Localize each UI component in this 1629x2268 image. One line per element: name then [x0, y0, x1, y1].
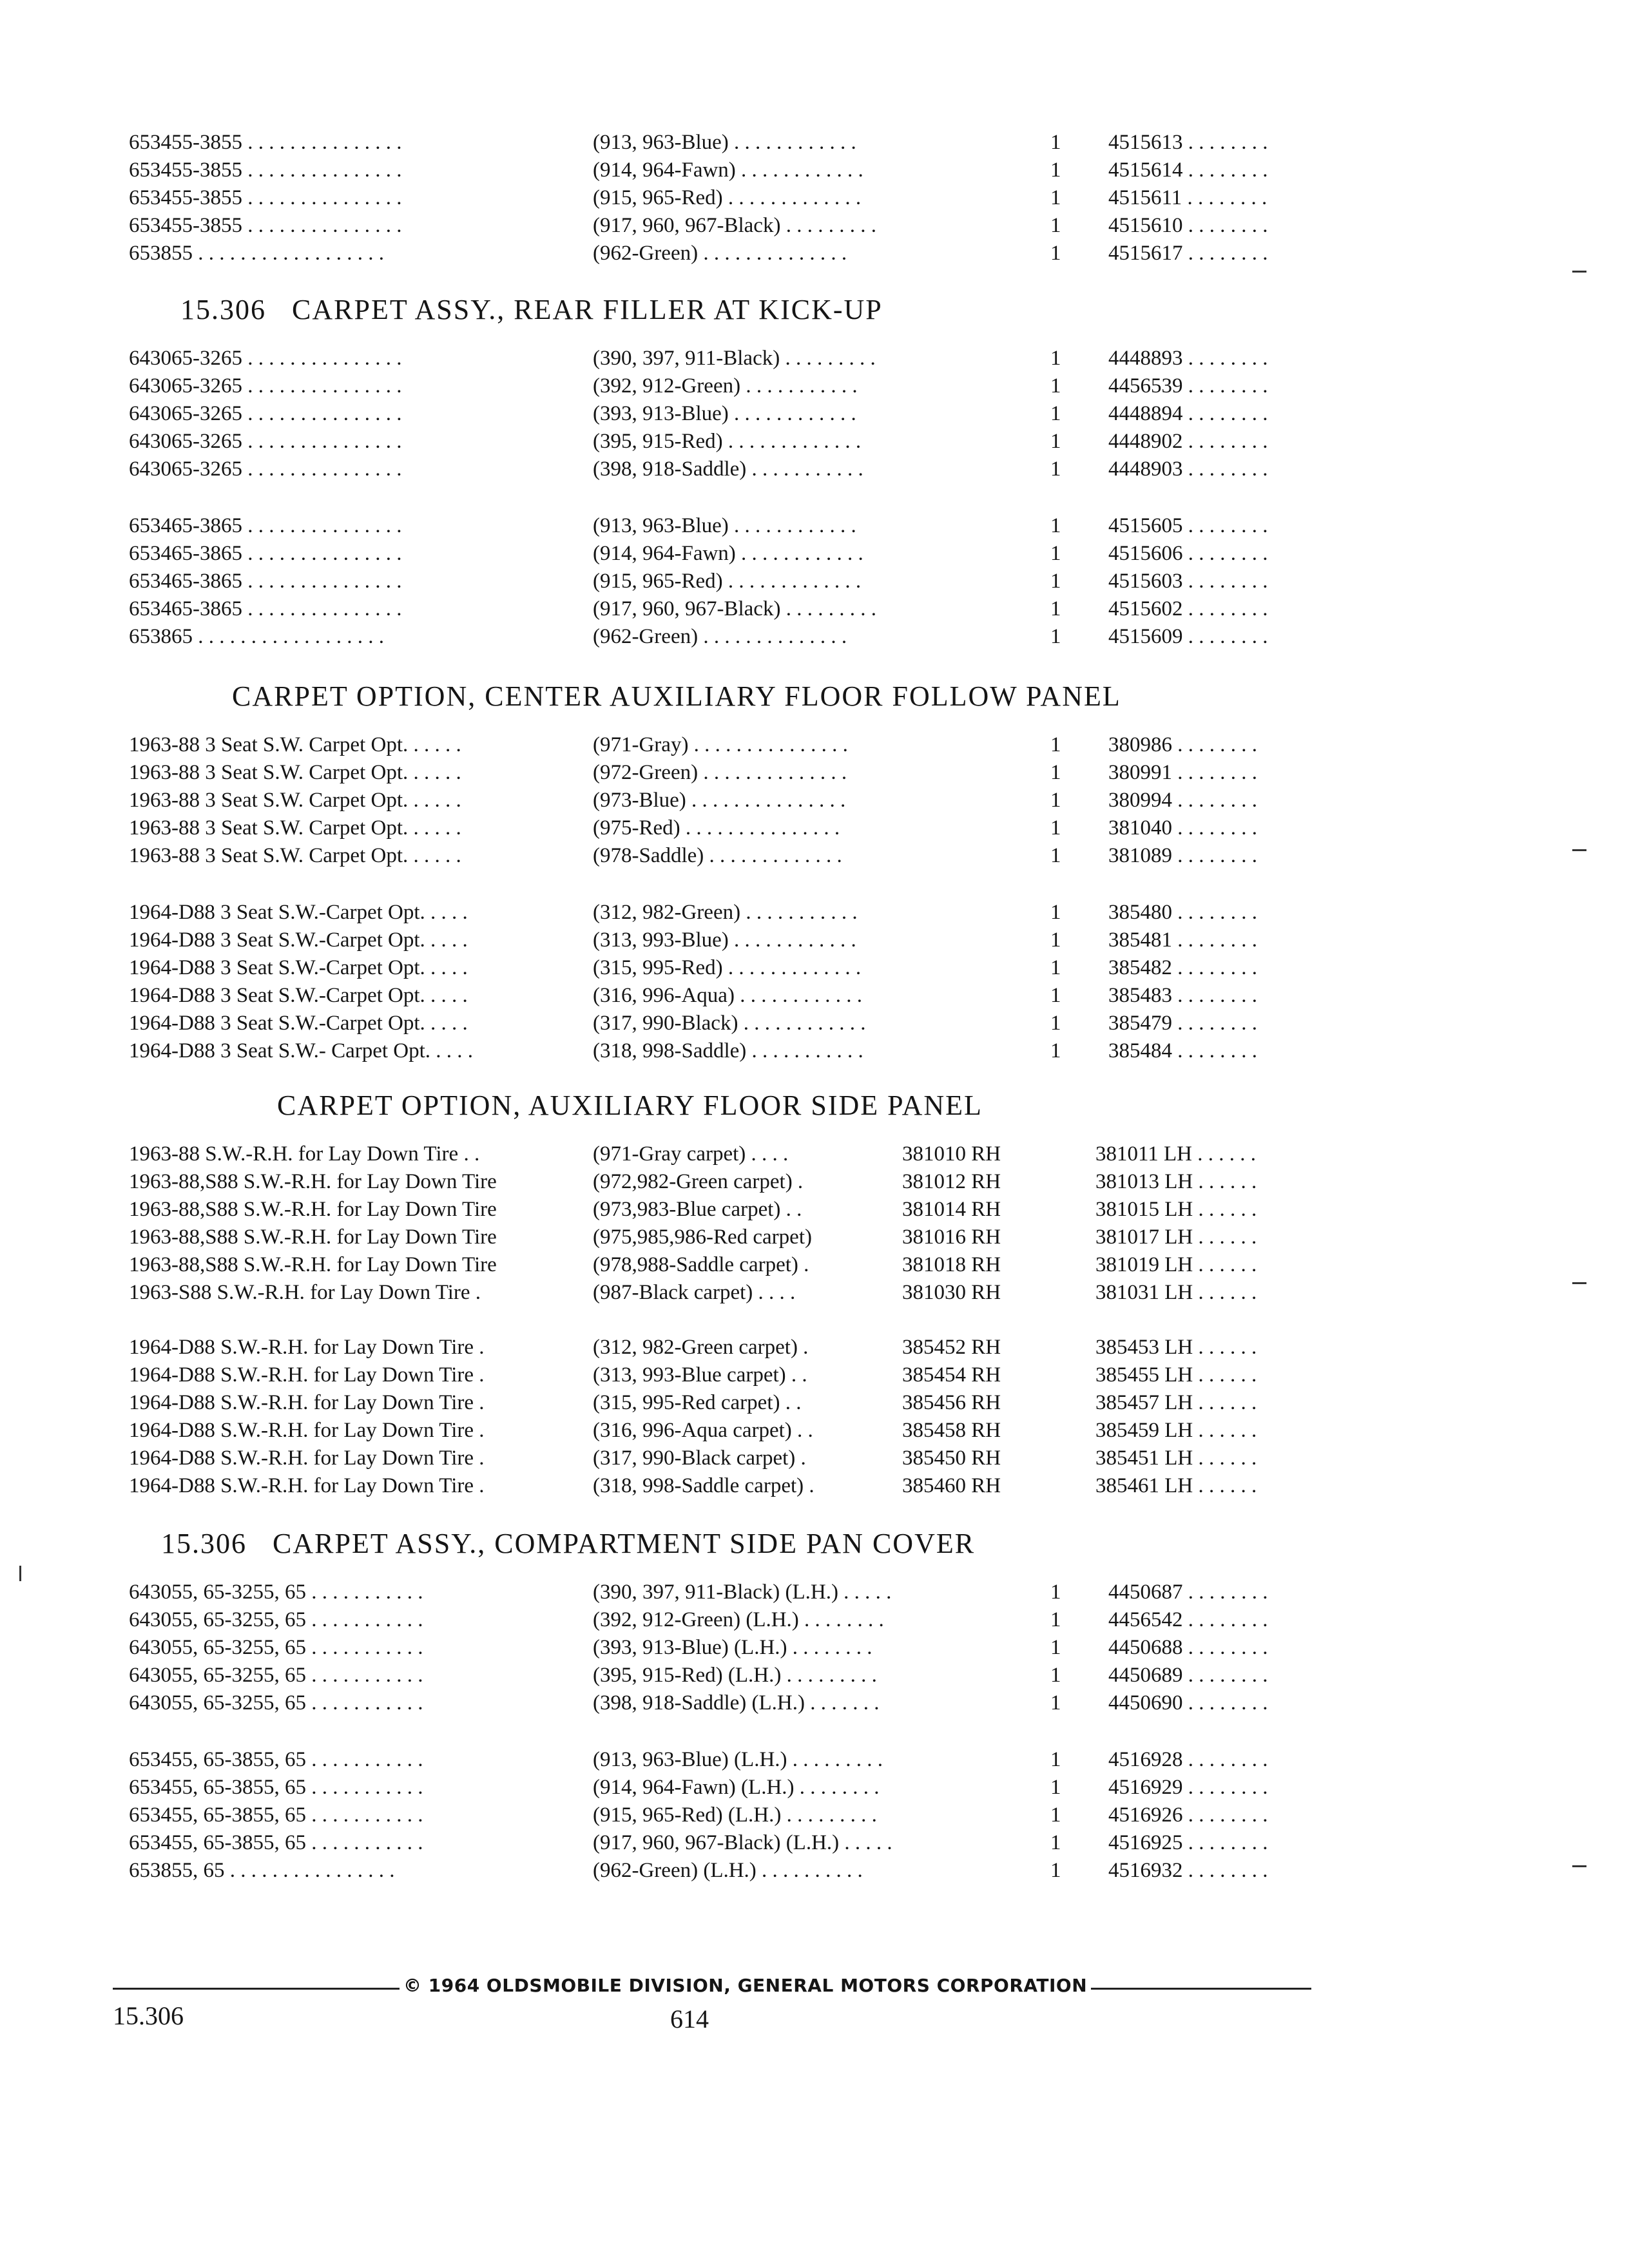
trim-cell: (962-Green) . . . . . . . . . . . . . . [593, 625, 847, 648]
table-row [129, 1774, 1353, 1802]
trim-cell: (914, 964-Fawn) (L.H.) . . . . . . . . [593, 1776, 880, 1799]
trim-cell: (973,983-Blue carpet) . . [593, 1198, 802, 1221]
part-cell: 653855 . . . . . . . . . . . . . . . . . . [129, 242, 384, 265]
trim-cell: (917, 960, 967-Black) (L.H.) . . . . . [593, 1831, 892, 1854]
part-cell: 1963-88 3 Seat S.W. Carpet Opt. . . . . . [129, 733, 461, 756]
qty-cell: 1 [1050, 984, 1061, 1007]
part-cell: 653855, 65 . . . . . . . . . . . . . . . . [129, 1859, 395, 1882]
rh-part-cell: 385456 RH [902, 1391, 1001, 1414]
trim-cell: (917, 960, 967-Black) . . . . . . . . . [593, 597, 876, 620]
margin-tick-mark [19, 1566, 21, 1581]
trim-cell: (913, 963-Blue) (L.H.) . . . . . . . . . [593, 1748, 883, 1771]
table-row [129, 954, 1353, 982]
qty-cell: 1 [1050, 789, 1061, 812]
table-row [129, 212, 1353, 240]
row-group-1963 [129, 731, 1353, 870]
section-heading [232, 680, 1121, 713]
table-row [129, 1829, 1353, 1857]
margin-tick-mark [1572, 271, 1586, 273]
trim-cell: (917, 960, 967-Black) . . . . . . . . . [593, 214, 876, 237]
trim-cell: (962-Green) . . . . . . . . . . . . . . [593, 242, 847, 265]
part-cell: 653465-3865 . . . . . . . . . . . . . . . [129, 514, 402, 537]
part-number-cell: 4450690 . . . . . . . . [1108, 1691, 1268, 1715]
part-cell: 653455-3855 . . . . . . . . . . . . . . . [129, 131, 402, 154]
table-row [129, 1334, 1353, 1361]
part-cell: 1963-88,S88 S.W.-R.H. for Lay Down Tire [129, 1170, 497, 1193]
table-row [129, 1445, 1353, 1472]
part-cell: 653455, 65-3855, 65 . . . . . . . . . . . [129, 1748, 423, 1771]
table-row [129, 731, 1353, 759]
table-row [129, 1251, 1353, 1279]
row-group-1964 [129, 512, 1353, 651]
part-number-cell: 385479 . . . . . . . . [1108, 1012, 1257, 1035]
qty-cell: 1 [1050, 542, 1061, 565]
qty-cell: 1 [1050, 816, 1061, 840]
part-cell: 643065-3265 . . . . . . . . . . . . . . . [129, 402, 402, 425]
part-cell: 1964-D88 S.W.-R.H. for Lay Down Tire . [129, 1391, 485, 1414]
part-cell: 1963-88 S.W.-R.H. for Lay Down Tire . . [129, 1142, 480, 1166]
rh-part-cell: 381018 RH [902, 1253, 1001, 1276]
trim-cell: (317, 990-Black) . . . . . . . . . . . . [593, 1012, 866, 1035]
section-heading [180, 293, 883, 326]
table-row [129, 1662, 1353, 1689]
trim-cell: (972-Green) . . . . . . . . . . . . . . [593, 761, 847, 784]
part-cell: 1963-88 3 Seat S.W. Carpet Opt. . . . . . [129, 816, 461, 840]
table-row [129, 1689, 1353, 1717]
part-number-cell: 4448893 . . . . . . . . [1108, 347, 1268, 370]
part-number-cell: 4448894 . . . . . . . . [1108, 402, 1268, 425]
lh-part-cell: 381011 LH . . . . . . [1095, 1142, 1257, 1166]
trim-cell: (390, 397, 911-Black) (L.H.) . . . . . [593, 1581, 892, 1604]
table-row [129, 623, 1353, 651]
qty-cell: 1 [1050, 159, 1061, 182]
trim-cell: (393, 913-Blue) . . . . . . . . . . . . [593, 402, 856, 425]
qty-cell: 1 [1050, 347, 1061, 370]
qty-cell: 1 [1050, 457, 1061, 481]
qty-cell: 1 [1050, 597, 1061, 620]
qty-cell: 1 [1050, 901, 1061, 924]
part-number-cell: 4450689 . . . . . . . . [1108, 1664, 1268, 1687]
part-number-cell: 381089 . . . . . . . . [1108, 844, 1257, 867]
qty-cell: 1 [1050, 374, 1061, 398]
part-cell: 1964-D88 3 Seat S.W.-Carpet Opt. . . . . [129, 1012, 468, 1035]
table-row [129, 157, 1353, 184]
table-row [129, 927, 1353, 954]
trim-cell: (317, 990-Black carpet) . [593, 1446, 806, 1470]
qty-cell: 1 [1050, 402, 1061, 425]
table-row [129, 428, 1353, 456]
lh-part-cell: 385453 LH . . . . . . [1095, 1336, 1257, 1359]
row-group-1963 [129, 345, 1353, 483]
table-row [129, 1196, 1353, 1224]
part-number-cell: 4515611 . . . . . . . . [1108, 186, 1268, 209]
table-row [129, 1802, 1353, 1829]
part-cell: 653455-3855 . . . . . . . . . . . . . . . [129, 214, 402, 237]
copyright-notice: © 1964 OLDSMOBILE DIVISION, GENERAL MOTORS CORPORATION [400, 1975, 1091, 1996]
table-row [129, 1634, 1353, 1662]
qty-cell: 1 [1050, 928, 1061, 952]
part-cell: 643065-3265 . . . . . . . . . . . . . . . [129, 430, 402, 453]
part-number-cell: 385481 . . . . . . . . [1108, 928, 1257, 952]
trim-cell: (973-Blue) . . . . . . . . . . . . . . . [593, 789, 846, 812]
row-group-1964 [129, 899, 1353, 1065]
trim-cell: (913, 963-Blue) . . . . . . . . . . . . [593, 131, 856, 154]
part-cell: 1964-D88 3 Seat S.W.-Carpet Opt. . . . . [129, 984, 468, 1007]
section-heading [277, 1089, 983, 1122]
rh-part-cell: 385460 RH [902, 1474, 1001, 1497]
trim-cell: (978-Saddle) . . . . . . . . . . . . . [593, 844, 842, 867]
table-row [129, 842, 1353, 870]
qty-cell: 1 [1050, 1691, 1061, 1715]
lh-part-cell: 381017 LH . . . . . . [1095, 1225, 1257, 1249]
rh-part-cell: 385450 RH [902, 1446, 1001, 1470]
part-number-cell: 4448903 . . . . . . . . [1108, 457, 1268, 481]
part-number-cell: 4516928 . . . . . . . . [1108, 1748, 1268, 1771]
table-row [129, 129, 1353, 157]
qty-cell: 1 [1050, 1664, 1061, 1687]
trim-cell: (914, 964-Fawn) . . . . . . . . . . . . [593, 159, 863, 182]
trim-cell: (913, 963-Blue) . . . . . . . . . . . . [593, 514, 856, 537]
table-row [129, 1279, 1353, 1307]
table-row [129, 345, 1353, 372]
trim-cell: (315, 995-Red) . . . . . . . . . . . . . [593, 956, 862, 979]
part-cell: 643055, 65-3255, 65 . . . . . . . . . . . [129, 1664, 423, 1687]
lh-part-cell: 385459 LH . . . . . . [1095, 1419, 1257, 1442]
trim-cell: (316, 996-Aqua carpet) . . [593, 1419, 813, 1442]
lh-part-cell: 381031 LH . . . . . . [1095, 1281, 1257, 1304]
part-number-cell: 385484 . . . . . . . . [1108, 1039, 1257, 1062]
part-number-cell: 4456542 . . . . . . . . [1108, 1608, 1268, 1631]
part-number-cell: 4456539 . . . . . . . . [1108, 374, 1268, 398]
part-cell: 1964-D88 3 Seat S.W.- Carpet Opt. . . . . [129, 1039, 474, 1062]
trim-cell: (915, 965-Red) (L.H.) . . . . . . . . . [593, 1803, 877, 1827]
part-cell: 653455-3855 . . . . . . . . . . . . . . . [129, 186, 402, 209]
table-row [129, 1389, 1353, 1417]
table-row [129, 512, 1353, 540]
table-row [129, 982, 1353, 1010]
table-row [129, 1746, 1353, 1774]
rh-part-cell: 385458 RH [902, 1419, 1001, 1442]
page-number: 614 [670, 2004, 709, 2033]
part-cell: 1964-D88 S.W.-R.H. for Lay Down Tire . [129, 1474, 485, 1497]
part-number-cell: 4515613 . . . . . . . . [1108, 131, 1268, 154]
margin-tick-mark [1572, 849, 1586, 851]
part-cell: 653455-3855 . . . . . . . . . . . . . . . [129, 159, 402, 182]
lh-part-cell: 381019 LH . . . . . . [1095, 1253, 1257, 1276]
qty-cell: 1 [1050, 570, 1061, 593]
trim-cell: (315, 995-Red carpet) . . [593, 1391, 802, 1414]
qty-cell: 1 [1050, 1776, 1061, 1799]
trim-cell: (971-Gray carpet) . . . . [593, 1142, 789, 1166]
trim-cell: (914, 964-Fawn) . . . . . . . . . . . . [593, 542, 863, 565]
table-row [129, 899, 1353, 927]
part-number-cell: 4515609 . . . . . . . . [1108, 625, 1268, 648]
trim-cell: (978,988-Saddle carpet) . [593, 1253, 809, 1276]
part-number-cell: 4516926 . . . . . . . . [1108, 1803, 1268, 1827]
part-cell: 643055, 65-3255, 65 . . . . . . . . . . . [129, 1581, 423, 1604]
trim-cell: (398, 918-Saddle) (L.H.) . . . . . . . [593, 1691, 880, 1715]
trim-cell: (398, 918-Saddle) . . . . . . . . . . . [593, 457, 863, 481]
trim-cell: (313, 993-Blue carpet) . . [593, 1363, 807, 1387]
part-cell: 643065-3265 . . . . . . . . . . . . . . . [129, 347, 402, 370]
qty-cell: 1 [1050, 733, 1061, 756]
qty-cell: 1 [1050, 1012, 1061, 1035]
qty-cell: 1 [1050, 514, 1061, 537]
rh-part-cell: 385454 RH [902, 1363, 1001, 1387]
part-number-cell: 385482 . . . . . . . . [1108, 956, 1257, 979]
part-number-cell: 4515605 . . . . . . . . [1108, 514, 1268, 537]
qty-cell: 1 [1050, 625, 1061, 648]
qty-cell: 1 [1050, 761, 1061, 784]
qty-cell: 1 [1050, 131, 1061, 154]
part-cell: 653455, 65-3855, 65 . . . . . . . . . . . [129, 1803, 423, 1827]
trim-cell: (395, 915-Red) (L.H.) . . . . . . . . . [593, 1664, 877, 1687]
table-row [129, 568, 1353, 595]
part-number-cell: 4516929 . . . . . . . . [1108, 1776, 1268, 1799]
section-heading [161, 1527, 975, 1560]
part-cell: 1964-D88 3 Seat S.W.-Carpet Opt. . . . . [129, 956, 468, 979]
table-row [129, 1857, 1353, 1885]
qty-cell: 1 [1050, 1636, 1061, 1659]
margin-tick-mark [1572, 1865, 1586, 1867]
table-row [129, 1472, 1353, 1500]
part-cell: 1964-D88 S.W.-R.H. for Lay Down Tire . [129, 1446, 485, 1470]
qty-cell: 1 [1050, 1831, 1061, 1854]
part-number-cell: 4515603 . . . . . . . . [1108, 570, 1268, 593]
part-number-cell: 4450688 . . . . . . . . [1108, 1636, 1268, 1659]
part-cell: 1964-D88 S.W.-R.H. for Lay Down Tire . [129, 1419, 485, 1442]
table-row [129, 240, 1353, 267]
trim-cell: (313, 993-Blue) . . . . . . . . . . . . [593, 928, 856, 952]
rh-part-cell: 381030 RH [902, 1281, 1001, 1304]
part-number-cell: 385480 . . . . . . . . [1108, 901, 1257, 924]
part-cell: 653865 . . . . . . . . . . . . . . . . . . [129, 625, 384, 648]
table-row [129, 1579, 1353, 1606]
rh-part-cell: 385452 RH [902, 1336, 1001, 1359]
qty-cell: 1 [1050, 1608, 1061, 1631]
qty-cell: 1 [1050, 186, 1061, 209]
part-number-cell: 4450687 . . . . . . . . [1108, 1581, 1268, 1604]
qty-cell: 1 [1050, 956, 1061, 979]
trim-cell: (393, 913-Blue) (L.H.) . . . . . . . . [593, 1636, 872, 1659]
rh-part-cell: 381016 RH [902, 1225, 1001, 1249]
part-cell: 1963-88,S88 S.W.-R.H. for Lay Down Tire [129, 1253, 497, 1276]
lh-part-cell: 385455 LH . . . . . . [1095, 1363, 1257, 1387]
table-row [129, 400, 1353, 428]
part-cell: 643065-3265 . . . . . . . . . . . . . . . [129, 457, 402, 481]
section-title: CARPET OPTION, AUXILIARY FLOOR SIDE PANEL [277, 1090, 983, 1121]
part-cell: 1963-88,S88 S.W.-R.H. for Lay Down Tire [129, 1225, 497, 1249]
trim-cell: (312, 982-Green carpet) . [593, 1336, 809, 1359]
part-number-cell: 380994 . . . . . . . . [1108, 789, 1257, 812]
trim-cell: (972,982-Green carpet) . [593, 1170, 804, 1193]
table-row [129, 1417, 1353, 1445]
table-row [129, 1361, 1353, 1389]
table-row [129, 1037, 1353, 1065]
table-row [129, 595, 1353, 623]
row-group-1964 [129, 1334, 1353, 1500]
trim-cell: (975,985,986-Red carpet) [593, 1225, 812, 1249]
part-cell: 1963-88 3 Seat S.W. Carpet Opt. . . . . . [129, 844, 461, 867]
part-number-cell: 4515602 . . . . . . . . [1108, 597, 1268, 620]
part-number-cell: 380986 . . . . . . . . [1108, 733, 1257, 756]
trim-cell: (395, 915-Red) . . . . . . . . . . . . . [593, 430, 862, 453]
table-row [129, 1224, 1353, 1251]
part-cell: 1963-88 3 Seat S.W. Carpet Opt. . . . . . [129, 789, 461, 812]
trim-cell: (915, 965-Red) . . . . . . . . . . . . . [593, 186, 862, 209]
table-row [129, 759, 1353, 787]
lh-part-cell: 385461 LH . . . . . . [1095, 1474, 1257, 1497]
section-number: 15.306 [180, 294, 266, 325]
lh-part-cell: 385451 LH . . . . . . [1095, 1446, 1257, 1470]
trim-cell: (392, 912-Green) (L.H.) . . . . . . . . [593, 1608, 884, 1631]
table-row [129, 787, 1353, 814]
trim-cell: (971-Gray) . . . . . . . . . . . . . . . [593, 733, 848, 756]
qty-cell: 1 [1050, 1748, 1061, 1771]
part-number-cell: 4516925 . . . . . . . . [1108, 1831, 1268, 1854]
part-number-cell: 4516932 . . . . . . . . [1108, 1859, 1268, 1882]
part-number-cell: 381040 . . . . . . . . [1108, 816, 1257, 840]
table-row [129, 1168, 1353, 1196]
trim-cell: (987-Black carpet) . . . . [593, 1281, 796, 1304]
part-cell: 1964-D88 S.W.-R.H. for Lay Down Tire . [129, 1336, 485, 1359]
trim-cell: (392, 912-Green) . . . . . . . . . . . [593, 374, 858, 398]
margin-tick-mark [1572, 1282, 1586, 1284]
part-cell: 1964-D88 3 Seat S.W.-Carpet Opt. . . . . [129, 928, 468, 952]
lh-part-cell: 381015 LH . . . . . . [1095, 1198, 1257, 1221]
part-cell: 653455, 65-3855, 65 . . . . . . . . . . . [129, 1776, 423, 1799]
part-cell: 1963-S88 S.W.-R.H. for Lay Down Tire . [129, 1281, 481, 1304]
qty-cell: 1 [1050, 1581, 1061, 1604]
part-cell: 643055, 65-3255, 65 . . . . . . . . . . . [129, 1608, 423, 1631]
part-cell: 653455, 65-3855, 65 . . . . . . . . . . . [129, 1831, 423, 1854]
lh-part-cell: 385457 LH . . . . . . [1095, 1391, 1257, 1414]
row-group-top [129, 129, 1353, 267]
qty-cell: 1 [1050, 844, 1061, 867]
rh-part-cell: 381010 RH [902, 1142, 1001, 1166]
trim-cell: (975-Red) . . . . . . . . . . . . . . . [593, 816, 840, 840]
part-cell: 643055, 65-3255, 65 . . . . . . . . . . . [129, 1636, 423, 1659]
part-number-cell: 4515617 . . . . . . . . [1108, 242, 1268, 265]
section-title: CARPET ASSY., COMPARTMENT SIDE PAN COVER [273, 1528, 976, 1559]
part-cell: 1964-D88 S.W.-R.H. for Lay Down Tire . [129, 1363, 485, 1387]
trim-cell: (962-Green) (L.H.) . . . . . . . . . . [593, 1859, 863, 1882]
rh-part-cell: 381012 RH [902, 1170, 1001, 1193]
section-number: 15.306 [161, 1528, 247, 1559]
trim-cell: (915, 965-Red) . . . . . . . . . . . . . [593, 570, 862, 593]
part-number-cell: 385483 . . . . . . . . [1108, 984, 1257, 1007]
rh-part-cell: 381014 RH [902, 1198, 1001, 1221]
table-row [129, 456, 1353, 483]
row-group-1963 [129, 1140, 1353, 1307]
part-cell: 1963-88,S88 S.W.-R.H. for Lay Down Tire [129, 1198, 497, 1221]
qty-cell: 1 [1050, 1803, 1061, 1827]
part-number-cell: 4515610 . . . . . . . . [1108, 214, 1268, 237]
part-cell: 1963-88 3 Seat S.W. Carpet Opt. . . . . . [129, 761, 461, 784]
footer-section-number: 15.306 [113, 2001, 184, 2030]
part-number-cell: 4515614 . . . . . . . . [1108, 159, 1268, 182]
part-cell: 653465-3865 . . . . . . . . . . . . . . . [129, 597, 402, 620]
qty-cell: 1 [1050, 242, 1061, 265]
table-row [129, 184, 1353, 212]
lh-part-cell: 381013 LH . . . . . . [1095, 1170, 1257, 1193]
table-row [129, 1140, 1353, 1168]
qty-cell: 1 [1050, 430, 1061, 453]
trim-cell: (318, 998-Saddle carpet) . [593, 1474, 815, 1497]
row-group-1963 [129, 1579, 1353, 1717]
table-row [129, 540, 1353, 568]
part-number-cell: 4515606 . . . . . . . . [1108, 542, 1268, 565]
trim-cell: (312, 982-Green) . . . . . . . . . . . [593, 901, 858, 924]
table-row [129, 372, 1353, 400]
qty-cell: 1 [1050, 214, 1061, 237]
qty-cell: 1 [1050, 1039, 1061, 1062]
row-group-1964 [129, 1746, 1353, 1885]
table-row [129, 1010, 1353, 1037]
part-number-cell: 4448902 . . . . . . . . [1108, 430, 1268, 453]
part-number-cell: 380991 . . . . . . . . [1108, 761, 1257, 784]
qty-cell: 1 [1050, 1859, 1061, 1882]
table-row [129, 1606, 1353, 1634]
trim-cell: (316, 996-Aqua) . . . . . . . . . . . . [593, 984, 862, 1007]
section-title: CARPET OPTION, CENTER AUXILIARY FLOOR FOLLOW PANEL [232, 680, 1121, 712]
trim-cell: (390, 397, 911-Black) . . . . . . . . . [593, 347, 876, 370]
part-cell: 643065-3265 . . . . . . . . . . . . . . . [129, 374, 402, 398]
part-cell: 653465-3865 . . . . . . . . . . . . . . . [129, 570, 402, 593]
table-row [129, 814, 1353, 842]
part-cell: 643055, 65-3255, 65 . . . . . . . . . . . [129, 1691, 423, 1715]
part-cell: 653465-3865 . . . . . . . . . . . . . . . [129, 542, 402, 565]
section-title: CARPET ASSY., REAR FILLER AT KICK-UP [292, 294, 883, 325]
trim-cell: (318, 998-Saddle) . . . . . . . . . . . [593, 1039, 863, 1062]
part-cell: 1964-D88 3 Seat S.W.-Carpet Opt. . . . . [129, 901, 468, 924]
